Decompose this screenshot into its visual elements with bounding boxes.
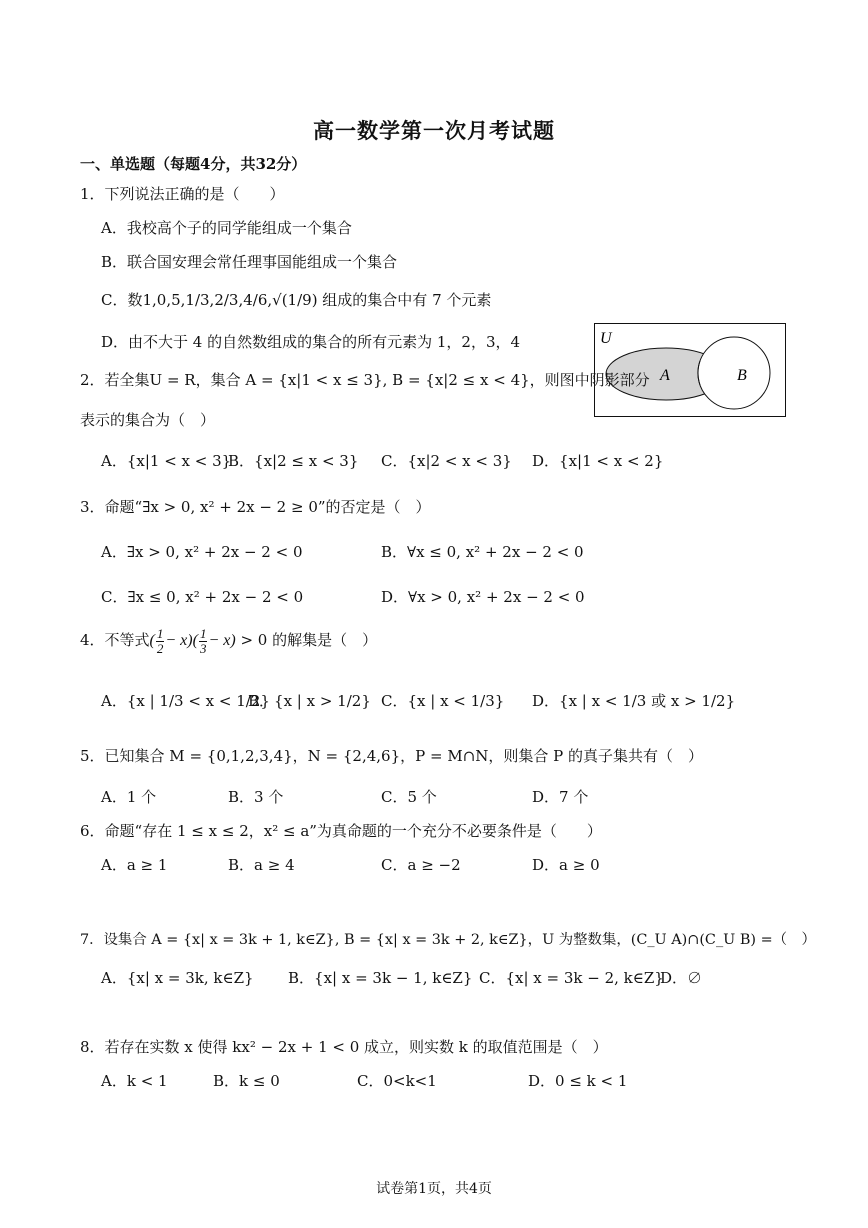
question-5-option-b: B．3 个 bbox=[228, 788, 284, 806]
question-8-option-c: C．0<k<1 bbox=[357, 1072, 437, 1090]
question-4-stem-prefix: 4．不等式 bbox=[80, 631, 150, 649]
question-8-stem: 8．若存在实数 x 使得 kx² − 2x + 1 < 0 成立，则实数 k 的取值范围是（ ） bbox=[80, 1038, 608, 1056]
page-title: 高一数学第一次月考试题 bbox=[313, 118, 555, 143]
question-7-option-b: B．{x| x = 3k − 1, k∈Z} bbox=[288, 969, 473, 987]
question-2-option-c: C．{x|2 < x < 3} bbox=[381, 452, 512, 470]
question-6-option-a: A．a ≥ 1 bbox=[101, 856, 168, 874]
page-footer: 试卷第1页，共4页 bbox=[376, 1181, 492, 1197]
question-3-option-a: A．∃x > 0, x² + 2x − 2 < 0 bbox=[101, 543, 303, 561]
question-3-stem: 3．命题“∃x > 0, x² + 2x − 2 ≥ 0”的否定是（ ） bbox=[80, 498, 431, 516]
question-4-stem bbox=[80, 625, 377, 656]
question-4-option-a: A．{x | 1/3 < x < 1/2} bbox=[101, 692, 270, 710]
question-6-option-b: B．a ≥ 4 bbox=[228, 856, 295, 874]
question-6-option-d: D．a ≥ 0 bbox=[532, 856, 600, 874]
question-4-stem-suffix: > 0 的解集是（ ） bbox=[235, 631, 378, 649]
question-5-option-c: C．5 个 bbox=[381, 788, 437, 806]
question-4-inequality: ( $\frac{1}{2}$ − x)( $\frac{1}{3}$ − x) bbox=[149, 625, 236, 656]
question-3-option-c: C．∃x ≤ 0, x² + 2x − 2 < 0 bbox=[101, 588, 304, 606]
question-4-option-c: C．{x | x < 1/3} bbox=[381, 692, 505, 710]
question-7-option-c: C．{x| x = 3k − 2, k∈Z} bbox=[479, 969, 664, 987]
question-1-option-c: C．数1,0,5,1/3,2/3,4/6,√(1/9) 组成的集合中有 7 个元素 bbox=[101, 291, 492, 309]
question-7-option-a: A．{x| x = 3k, k∈Z} bbox=[101, 969, 254, 987]
question-2-option-a: A．{x|1 < x < 3} bbox=[101, 452, 232, 470]
question-7-option-d: D．∅ bbox=[660, 969, 703, 987]
question-1-option-a: A．我校高个子的同学能组成一个集合 bbox=[101, 219, 352, 237]
question-8-option-b: B．k ≤ 0 bbox=[213, 1072, 280, 1090]
question-2-option-b: B．{x|2 ≤ x < 3} bbox=[228, 452, 359, 470]
question-2-stem-continued: 表示的集合为（ ） bbox=[80, 411, 216, 429]
question-1-option-b: B．联合国安理会常任理事国能组成一个集合 bbox=[101, 253, 398, 271]
question-1-stem: 1．下列说法正确的是（ ） bbox=[80, 185, 285, 203]
question-4-option-d: D．{x | x < 1/3 或 x > 1/2} bbox=[532, 692, 736, 710]
question-1-option-d: D．由不大于 4 的自然数组成的集合的所有元素为 1，2，3，4 bbox=[101, 333, 521, 351]
question-3-option-d: D．∀x > 0, x² + 2x − 2 < 0 bbox=[381, 588, 585, 606]
question-7-stem: 7．设集合 A = {x| x = 3k + 1, k∈Z}, B = {x| x = 3k + 2, k∈Z}，U 为整数集，(C_U A)∩(C_U B) =（ ） bbox=[80, 932, 816, 948]
question-5-option-d: D．7 个 bbox=[532, 788, 589, 806]
question-5-option-a: A．1 个 bbox=[101, 788, 157, 806]
question-6-stem: 6．命题“存在 1 ≤ x ≤ 2，x² ≤ a”为真命题的一个充分不必要条件是（ ） bbox=[80, 822, 602, 840]
section-heading: 一、单选题（每题4分，共32分） bbox=[80, 155, 307, 173]
question-2-option-d: D．{x|1 < x < 2} bbox=[532, 452, 664, 470]
question-3-option-b: B．∀x ≤ 0, x² + 2x − 2 < 0 bbox=[381, 543, 584, 561]
question-4-option-b: B．{x | x > 1/2} bbox=[248, 692, 371, 710]
question-8-option-a: A．k < 1 bbox=[101, 1072, 168, 1090]
question-8-option-d: D．0 ≤ k < 1 bbox=[528, 1072, 628, 1090]
venn-label-b: B bbox=[737, 367, 747, 384]
question-2-stem: 2．若全集U = R，集合 A = {x|1 < x ≤ 3}, B = {x|2 ≤ x < 4}，则图中阴影部分 bbox=[80, 371, 650, 389]
venn-label-a: A bbox=[660, 367, 670, 384]
question-6-option-c: C．a ≥ −2 bbox=[381, 856, 461, 874]
venn-label-u: U bbox=[600, 330, 612, 347]
question-5-stem: 5．已知集合 M = {0,1,2,3,4}，N = {2,4,6}，P = M∩N，则集合 P 的真子集共有（ ） bbox=[80, 747, 704, 765]
